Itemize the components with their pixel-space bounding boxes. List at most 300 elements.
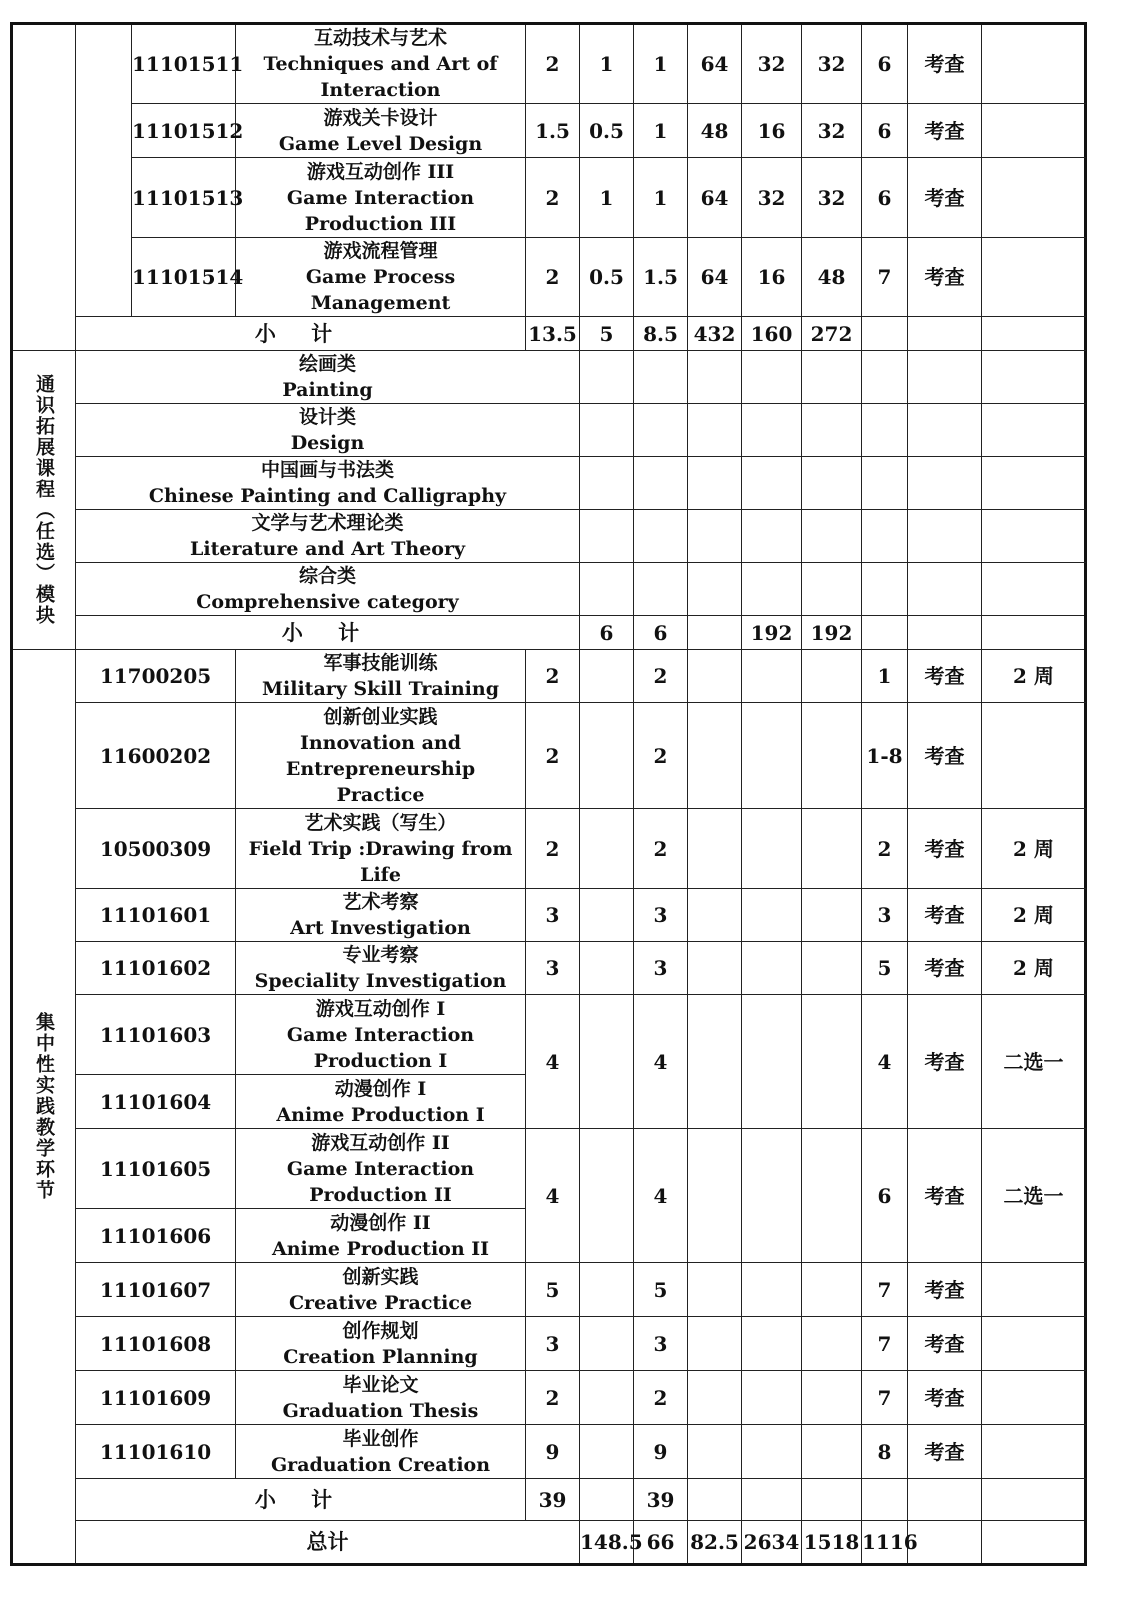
course-name-cn: 毕业创作 xyxy=(342,1427,419,1450)
semester: 6 xyxy=(862,1129,908,1263)
credits-practice: 2 xyxy=(634,650,688,703)
empty-cell xyxy=(688,1317,742,1371)
category-name xyxy=(76,404,580,457)
semester: 7 xyxy=(862,238,908,317)
credits-practice: 1.5 xyxy=(634,238,688,317)
empty-cell xyxy=(688,563,742,616)
assessment: 考查 xyxy=(908,889,982,942)
hours-practice: 32 xyxy=(802,104,862,158)
empty-cell xyxy=(982,457,1086,510)
empty-cell xyxy=(688,351,742,404)
note: 2 周 xyxy=(982,889,1086,942)
category-name-en: Comprehensive category xyxy=(196,591,459,613)
course-name-en: Game Interaction Production II xyxy=(286,1157,475,1206)
course-name-en: Art Investigation xyxy=(290,917,471,939)
hours: 64 xyxy=(688,158,742,238)
empty-cell xyxy=(742,1129,802,1263)
credits-practice: 2 xyxy=(634,703,688,809)
course-name xyxy=(236,1317,526,1371)
empty-cell xyxy=(982,616,1086,650)
credits-theory: 1 xyxy=(580,24,634,104)
assessment: 考查 xyxy=(908,1425,982,1479)
credits-theory: 0.5 xyxy=(580,104,634,158)
hours: 64 xyxy=(688,24,742,104)
module-cell-continued xyxy=(12,24,76,351)
category-name xyxy=(76,351,580,404)
course-name-en: Anime Production II xyxy=(271,1237,490,1260)
credits-practice: 2 xyxy=(634,1371,688,1425)
module-label: 通识拓展课程（任选）模块 xyxy=(12,351,76,650)
note xyxy=(982,1317,1086,1371)
submodule-cell-continued xyxy=(76,24,132,317)
hours-practice: 32 xyxy=(802,158,862,238)
course-name xyxy=(236,703,526,809)
empty-cell xyxy=(982,510,1086,563)
credits: 2 xyxy=(526,238,580,317)
course-code: 11101513 xyxy=(132,158,236,238)
course-name-en: Techniques and Art of Interaction xyxy=(263,53,498,101)
credits: 3 xyxy=(526,1317,580,1371)
empty-cell xyxy=(742,1317,802,1371)
empty-cell xyxy=(688,457,742,510)
table-row xyxy=(12,404,1086,457)
subtotal-hours-practice xyxy=(862,616,908,650)
course-code: 11700205 xyxy=(76,650,236,703)
total-credits-theory: 66 xyxy=(634,1521,688,1565)
empty-cell xyxy=(580,404,634,457)
semester: 3 xyxy=(862,889,908,942)
subtotal-hours: 192 xyxy=(742,616,802,650)
subtotal-label: 小 计 xyxy=(76,616,580,650)
course-code: 11101608 xyxy=(76,1317,236,1371)
empty-cell xyxy=(982,1521,1086,1565)
subtotal-label: 小 计 xyxy=(76,317,526,351)
category-name-en: Design xyxy=(290,432,365,454)
course-name xyxy=(236,1425,526,1479)
subtotal-row xyxy=(12,317,1086,351)
category-name-cn: 绘画类 xyxy=(298,353,356,375)
credits-practice: 3 xyxy=(634,1317,688,1371)
course-name-cn: 互动技术与艺术 xyxy=(313,27,447,49)
table-row xyxy=(12,942,1086,995)
course-name xyxy=(236,809,526,889)
table-row xyxy=(12,510,1086,563)
course-name-en: Field Trip :Drawing from Life xyxy=(248,837,513,886)
total-credits: 148.5 xyxy=(580,1521,634,1565)
assessment: 考查 xyxy=(908,703,982,809)
category-name xyxy=(76,457,580,510)
empty-cell xyxy=(802,1317,862,1371)
course-name-cn: 专业考察 xyxy=(342,944,419,966)
empty-cell xyxy=(634,510,688,563)
course-name-en: Graduation Thesis xyxy=(282,1399,479,1422)
empty-cell xyxy=(688,510,742,563)
empty-cell xyxy=(742,563,802,616)
assessment: 考查 xyxy=(908,104,982,158)
course-name-cn: 游戏互动创作 I xyxy=(315,997,446,1020)
course-name-cn: 创新实践 xyxy=(342,1265,419,1288)
assessment: 考查 xyxy=(908,942,982,995)
course-code: 11101514 xyxy=(132,238,236,317)
note xyxy=(982,158,1086,238)
empty-cell xyxy=(580,889,634,942)
assessment: 考查 xyxy=(908,158,982,238)
empty-cell xyxy=(688,404,742,457)
empty-cell xyxy=(742,510,802,563)
empty-cell xyxy=(634,457,688,510)
empty-cell xyxy=(742,703,802,809)
empty-cell xyxy=(802,404,862,457)
course-name-en: Innovation and Entrepreneurship Practice xyxy=(285,731,476,806)
assessment: 考查 xyxy=(908,1317,982,1371)
empty-cell xyxy=(742,1263,802,1317)
course-code: 11101603 xyxy=(76,995,236,1075)
semester: 6 xyxy=(862,24,908,104)
empty-cell xyxy=(580,1479,634,1521)
empty-cell xyxy=(688,889,742,942)
note xyxy=(982,1371,1086,1425)
table-row xyxy=(12,104,1086,158)
empty-cell xyxy=(580,563,634,616)
course-name xyxy=(236,1129,526,1209)
empty-cell xyxy=(802,510,862,563)
note xyxy=(982,24,1086,104)
course-name xyxy=(236,1075,526,1129)
curriculum-table xyxy=(10,22,1087,1566)
empty-cell xyxy=(802,650,862,703)
credits-practice: 2 xyxy=(634,809,688,889)
total-hours: 2634 xyxy=(742,1521,802,1565)
note xyxy=(982,238,1086,317)
credits: 2 xyxy=(526,158,580,238)
course-name xyxy=(236,650,526,703)
table-row xyxy=(12,809,1086,889)
credits: 2 xyxy=(526,24,580,104)
credits-practice: 5 xyxy=(634,1263,688,1317)
subtotal-row xyxy=(12,616,1086,650)
credits-practice: 4 xyxy=(634,1129,688,1263)
empty-cell xyxy=(580,1425,634,1479)
empty-cell xyxy=(580,457,634,510)
assessment: 考查 xyxy=(908,995,982,1129)
empty-cell xyxy=(688,1425,742,1479)
empty-cell xyxy=(802,889,862,942)
empty-cell xyxy=(982,1479,1086,1521)
empty-cell xyxy=(742,942,802,995)
table-row xyxy=(12,351,1086,404)
subtotal-credits: 6 xyxy=(580,616,634,650)
course-code: 11101605 xyxy=(76,1129,236,1209)
empty-cell xyxy=(862,404,908,457)
credits-practice: 1 xyxy=(634,104,688,158)
credits-theory: 1 xyxy=(580,158,634,238)
semester: 1-8 xyxy=(862,703,908,809)
credits-practice: 3 xyxy=(634,889,688,942)
empty-cell xyxy=(688,1263,742,1317)
semester: 8 xyxy=(862,1425,908,1479)
empty-cell xyxy=(802,1479,862,1521)
credits: 5 xyxy=(526,1263,580,1317)
table-row xyxy=(12,24,1086,104)
table-row xyxy=(12,703,1086,809)
credits: 9 xyxy=(526,1425,580,1479)
course-name-cn: 军事技能训练 xyxy=(323,652,438,674)
course-code: 11101601 xyxy=(76,889,236,942)
credits-theory: 0.5 xyxy=(580,238,634,317)
note: 2 周 xyxy=(982,809,1086,889)
empty-cell xyxy=(862,563,908,616)
course-name xyxy=(236,238,526,317)
empty-cell xyxy=(688,942,742,995)
course-code: 10500309 xyxy=(76,809,236,889)
empty-cell xyxy=(580,703,634,809)
empty-cell xyxy=(742,351,802,404)
credits: 2 xyxy=(526,1371,580,1425)
credits-practice: 3 xyxy=(634,942,688,995)
table-row xyxy=(12,650,1086,703)
table-row xyxy=(12,457,1086,510)
subtotal-hours: 432 xyxy=(688,317,742,351)
course-name-cn: 创新创业实践 xyxy=(323,705,438,728)
empty-cell xyxy=(580,809,634,889)
empty-cell xyxy=(862,351,908,404)
course-name xyxy=(236,995,526,1075)
course-code: 11101604 xyxy=(76,1075,236,1129)
hours-practice: 32 xyxy=(802,24,862,104)
empty-cell xyxy=(982,404,1086,457)
hours-theory: 32 xyxy=(742,24,802,104)
course-name-en: Anime Production I xyxy=(276,1103,485,1126)
semester: 6 xyxy=(862,104,908,158)
category-name-cn: 中国画与书法类 xyxy=(260,459,394,481)
empty-cell xyxy=(580,1129,634,1263)
category-name-en: Chinese Painting and Calligraphy xyxy=(148,485,507,507)
empty-cell xyxy=(742,889,802,942)
semester: 7 xyxy=(862,1371,908,1425)
category-name-en: Literature and Art Theory xyxy=(190,538,465,560)
semester: 2 xyxy=(862,809,908,889)
total-credits-practice: 82.5 xyxy=(688,1521,742,1565)
empty-cell xyxy=(688,995,742,1129)
category-name-en: Painting xyxy=(282,379,373,401)
course-name-en: Creative Practice xyxy=(288,1291,473,1314)
empty-cell xyxy=(908,616,982,650)
empty-cell xyxy=(688,650,742,703)
subtotal-credits-practice: 39 xyxy=(634,1479,688,1521)
course-name xyxy=(236,889,526,942)
credits: 3 xyxy=(526,889,580,942)
table-row xyxy=(12,1263,1086,1317)
assessment: 考查 xyxy=(908,1263,982,1317)
empty-cell xyxy=(688,703,742,809)
course-name xyxy=(236,24,526,104)
table-row xyxy=(12,1129,1086,1209)
empty-cell xyxy=(862,1479,908,1521)
empty-cell xyxy=(580,995,634,1129)
empty-cell xyxy=(742,404,802,457)
empty-cell xyxy=(688,1479,742,1521)
semester: 7 xyxy=(862,1263,908,1317)
empty-cell xyxy=(742,1479,802,1521)
credits: 1.5 xyxy=(526,104,580,158)
empty-cell xyxy=(634,404,688,457)
hours-theory: 32 xyxy=(742,158,802,238)
table-row xyxy=(12,238,1086,317)
table-row xyxy=(12,1371,1086,1425)
hours: 48 xyxy=(688,104,742,158)
category-name-cn: 文学与艺术理论类 xyxy=(251,512,404,534)
note xyxy=(982,1263,1086,1317)
course-name-en: Military Skill Training xyxy=(261,678,500,700)
subtotal-credits: 13.5 xyxy=(526,317,580,351)
credits: 4 xyxy=(526,1129,580,1263)
empty-cell xyxy=(908,1479,982,1521)
empty-cell xyxy=(802,1371,862,1425)
empty-cell xyxy=(580,1263,634,1317)
credits: 2 xyxy=(526,703,580,809)
course-name-cn: 游戏关卡设计 xyxy=(323,106,438,129)
empty-cell xyxy=(802,703,862,809)
course-name-cn: 艺术实践（写生） xyxy=(304,811,457,834)
total-label: 总计 xyxy=(76,1521,580,1565)
credits-practice: 1 xyxy=(634,158,688,238)
empty-cell xyxy=(802,351,862,404)
table-row xyxy=(12,1425,1086,1479)
empty-cell xyxy=(908,563,982,616)
note xyxy=(982,1425,1086,1479)
hours: 64 xyxy=(688,238,742,317)
semester: 4 xyxy=(862,995,908,1129)
note xyxy=(982,703,1086,809)
course-name-cn: 动漫创作 II xyxy=(330,1211,431,1234)
empty-cell xyxy=(580,650,634,703)
empty-cell xyxy=(862,510,908,563)
course-name-cn: 游戏流程管理 xyxy=(323,240,438,262)
empty-cell xyxy=(580,942,634,995)
subtotal-hours-practice: 272 xyxy=(802,317,862,351)
assessment: 考查 xyxy=(908,238,982,317)
empty-cell xyxy=(908,351,982,404)
course-name-en: Game Process Management xyxy=(305,266,456,314)
subtotal-credits-theory: 5 xyxy=(580,317,634,351)
empty-cell xyxy=(742,457,802,510)
course-name xyxy=(236,1263,526,1317)
empty-cell xyxy=(688,1371,742,1425)
course-name-en: Creation Planning xyxy=(283,1345,478,1368)
hours-theory: 16 xyxy=(742,104,802,158)
subtotal-credits: 39 xyxy=(526,1479,580,1521)
semester: 7 xyxy=(862,1317,908,1371)
course-code: 11101602 xyxy=(76,942,236,995)
subtotal-row xyxy=(12,1479,1086,1521)
module-label: 集中性实践教学环节 xyxy=(12,650,76,1565)
empty-cell xyxy=(742,1371,802,1425)
course-code: 11600202 xyxy=(76,703,236,809)
table-row xyxy=(12,1317,1086,1371)
table-row xyxy=(12,158,1086,238)
credits: 3 xyxy=(526,942,580,995)
course-code: 11101609 xyxy=(76,1371,236,1425)
empty-cell xyxy=(802,809,862,889)
note: 2 周 xyxy=(982,942,1086,995)
credits: 2 xyxy=(526,650,580,703)
empty-cell xyxy=(802,1129,862,1263)
empty-cell xyxy=(802,995,862,1129)
empty-cell xyxy=(580,510,634,563)
category-name xyxy=(76,563,580,616)
credits: 4 xyxy=(526,995,580,1129)
empty-cell xyxy=(742,809,802,889)
empty-cell xyxy=(908,1521,982,1565)
credits-practice: 1 xyxy=(634,24,688,104)
empty-cell xyxy=(742,995,802,1129)
course-name-cn: 动漫创作 I xyxy=(334,1077,427,1100)
category-name-cn: 设计类 xyxy=(298,406,356,428)
assessment: 考查 xyxy=(908,650,982,703)
empty-cell xyxy=(862,457,908,510)
empty-cell xyxy=(688,1129,742,1263)
empty-cell xyxy=(802,942,862,995)
hours-practice: 48 xyxy=(802,238,862,317)
credits: 2 xyxy=(526,809,580,889)
subtotal-credits-practice: 8.5 xyxy=(634,317,688,351)
course-code: 11101610 xyxy=(76,1425,236,1479)
total-hours-practice: 1116 xyxy=(862,1521,908,1565)
category-name xyxy=(76,510,580,563)
subtotal-label: 小 计 xyxy=(76,1479,526,1521)
category-name-cn: 综合类 xyxy=(298,565,356,587)
course-name-cn: 创作规划 xyxy=(342,1319,419,1342)
course-name-cn: 游戏互动创作 III xyxy=(306,160,455,183)
course-name xyxy=(236,942,526,995)
semester: 1 xyxy=(862,650,908,703)
table-row xyxy=(12,889,1086,942)
course-name-en: Game Interaction Production III xyxy=(286,186,475,235)
empty-cell xyxy=(634,563,688,616)
course-name-en: Speciality Investigation xyxy=(254,970,507,992)
course-name-cn: 毕业论文 xyxy=(342,1373,419,1396)
credits-practice: 9 xyxy=(634,1425,688,1479)
empty-cell xyxy=(802,1263,862,1317)
subtotal-hours-theory: 192 xyxy=(802,616,862,650)
note: 2 周 xyxy=(982,650,1086,703)
course-name xyxy=(236,1371,526,1425)
note: 二选一 xyxy=(982,1129,1086,1263)
course-name-en: Graduation Creation xyxy=(270,1453,491,1476)
course-name-en: Game Interaction Production I xyxy=(286,1023,475,1072)
course-name-cn: 艺术考察 xyxy=(342,891,419,913)
credits-practice: 4 xyxy=(634,995,688,1129)
empty-cell xyxy=(688,809,742,889)
empty-cell xyxy=(634,351,688,404)
hours-theory: 16 xyxy=(742,238,802,317)
course-name-en: Game Level Design xyxy=(278,132,483,155)
empty-cell xyxy=(908,510,982,563)
course-name xyxy=(236,158,526,238)
empty-cell xyxy=(580,1371,634,1425)
course-code: 11101512 xyxy=(132,104,236,158)
total-hours-theory: 1518 xyxy=(802,1521,862,1565)
table-row xyxy=(12,563,1086,616)
assessment: 考查 xyxy=(908,1371,982,1425)
empty-cell xyxy=(908,457,982,510)
course-name-cn: 游戏互动创作 II xyxy=(311,1131,450,1154)
subtotal-credits-practice xyxy=(688,616,742,650)
course-code: 11101606 xyxy=(76,1209,236,1263)
course-name xyxy=(236,104,526,158)
empty-cell xyxy=(742,650,802,703)
course-name xyxy=(236,1209,526,1263)
